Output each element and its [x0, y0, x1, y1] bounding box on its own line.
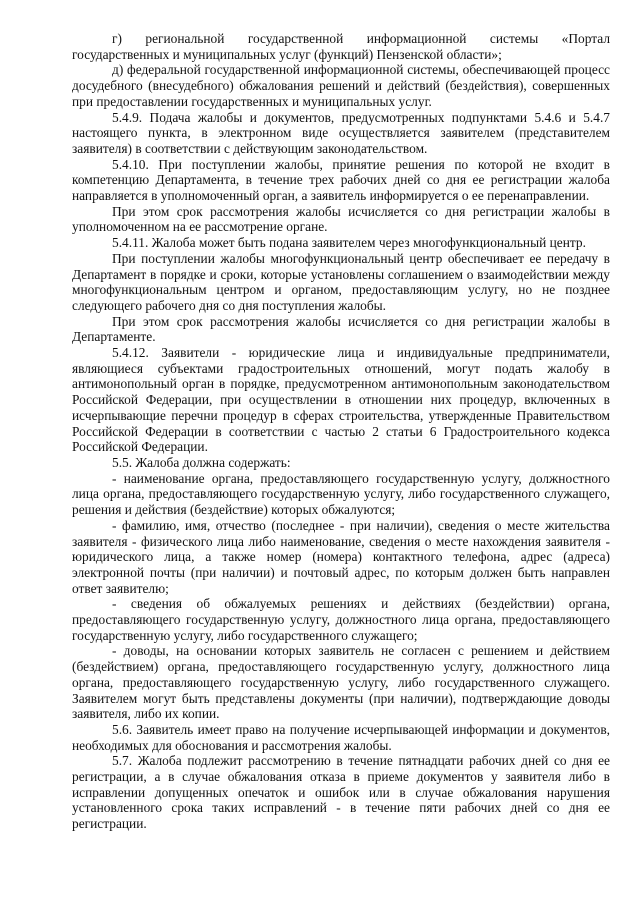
paragraph-5-4-10-term: При этом срок рассмотрения жалобы исчисляется со дня регистрации жалобы в уполномоченном на ее рассмотрение органе.	[72, 203, 610, 235]
paragraph-5-4-11-term: При этом срок рассмотрения жалобы исчисляется со дня регистрации жалобы в Департаменте.	[72, 313, 610, 345]
list-item-arguments: - доводы, на основании которых заявитель не согласен с решением и действием (бездействием) органа, предоставляющего государственную услугу, должностного лица органа, предоставляющего государственную услугу, либо государственного служащего. Заявителем могут быть представлены документы (при наличии), подтверждающие доводы заявителя, либо их копии.	[72, 643, 610, 722]
paragraph-5-4-11: 5.4.11. Жалоба может быть подана заявителем через многофункциональный центр.	[112, 235, 586, 251]
paragraph-item-g: г) региональной государственной информационной системы «Портал государственных и муниципальных услуг (функций) Пензенской области»;	[72, 31, 610, 62]
paragraph-item-d: д) федеральной государственной информационной системы, обеспечивающей процесс досудебного (внесудебного) обжалования решений и действий (бездействия), совершенных при предоставлении государственных и муниципальных услуг.	[72, 62, 610, 109]
paragraph-5-4-12: 5.4.12. Заявители - юридические лица и индивидуальные предприниматели, являющиеся субъектами градостроительных отношений, могут подать жалобу в антимонопольный орган в порядке, предусмотренном антимонопольным законодательством Российской Федерации, при осуществлении в отношении них процедур, включенных в исчерпывающие перечни процедур в сферах строительства, утвержденные Правительством Российской Федерации в соответствии с частью 2 статьи 6 Градостроительного кодекса Российской Федерации.	[72, 345, 610, 455]
paragraph-5-4-11-transfer: При поступлении жалобы многофункциональный центр обеспечивает ее передачу в Департамент в порядке и сроки, которые установлены соглашением о взаимодействии между многофункциональным центром и органом, предоставляющим услугу, но не позднее следующего рабочего дня со дня поступления жалобы.	[72, 250, 610, 313]
list-item-applicant-info: - фамилию, имя, отчество (последнее - при наличии), сведения о месте жительства заявителя - физического лица либо наименование, сведения о месте нахождения заявителя - юридического лица, а также номер (номера) контактного телефона, адрес (адреса) электронной почты (при наличии) и почтовый адрес, по которым должен быть направлен ответ заявителю;	[72, 517, 610, 596]
paragraph-5-4-9: 5.4.9. Подача жалобы и документов, предусмотренных подпунктами 5.4.6 и 5.4.7 настоящего пункта, в электронном виде осуществляется заявителем (представителем заявителя) в соответствии с действующим законодательством.	[72, 109, 610, 156]
list-item-authority-name: - наименование органа, предоставляющего государственную услугу, должностного лица органа, предоставляющего государственную услугу, либо государственного служащего, решения и действия (бездействие) которых обжалуются;	[72, 470, 610, 518]
paragraph-5-7: 5.7. Жалоба подлежит рассмотрению в течение пятнадцати рабочих дней со дня ее регистрации, а в случае обжалования отказа в приеме документов у заявителя либо в исправлении допущенных опечаток и ошибок или в случае обжалования нарушения установленного срока таких исправлений - в течение пяти рабочих дней со дня ее регистрации.	[72, 753, 610, 832]
list-item-decisions-info: - сведения об обжалуемых решениях и действиях (бездействии) органа, предоставляющего государственную услугу, должностного лица органа, предоставляющего государственную услугу, либо государственного служащего;	[72, 596, 610, 643]
paragraph-5-4-10: 5.4.10. При поступлении жалобы, принятие решения по которой не входит в компетенцию Департамента, в течение трех рабочих дней со дня ее регистрации жалоба направляется в уполномоченный орган, а заявитель информируется о ее перенаправлении.	[72, 156, 610, 204]
paragraph-5-5: 5.5. Жалоба должна содержать:	[112, 454, 291, 470]
paragraph-5-6: 5.6. Заявитель имеет право на получение исчерпывающей информации и документов, необходимых для обоснования и рассмотрения жалобы.	[72, 721, 610, 753]
